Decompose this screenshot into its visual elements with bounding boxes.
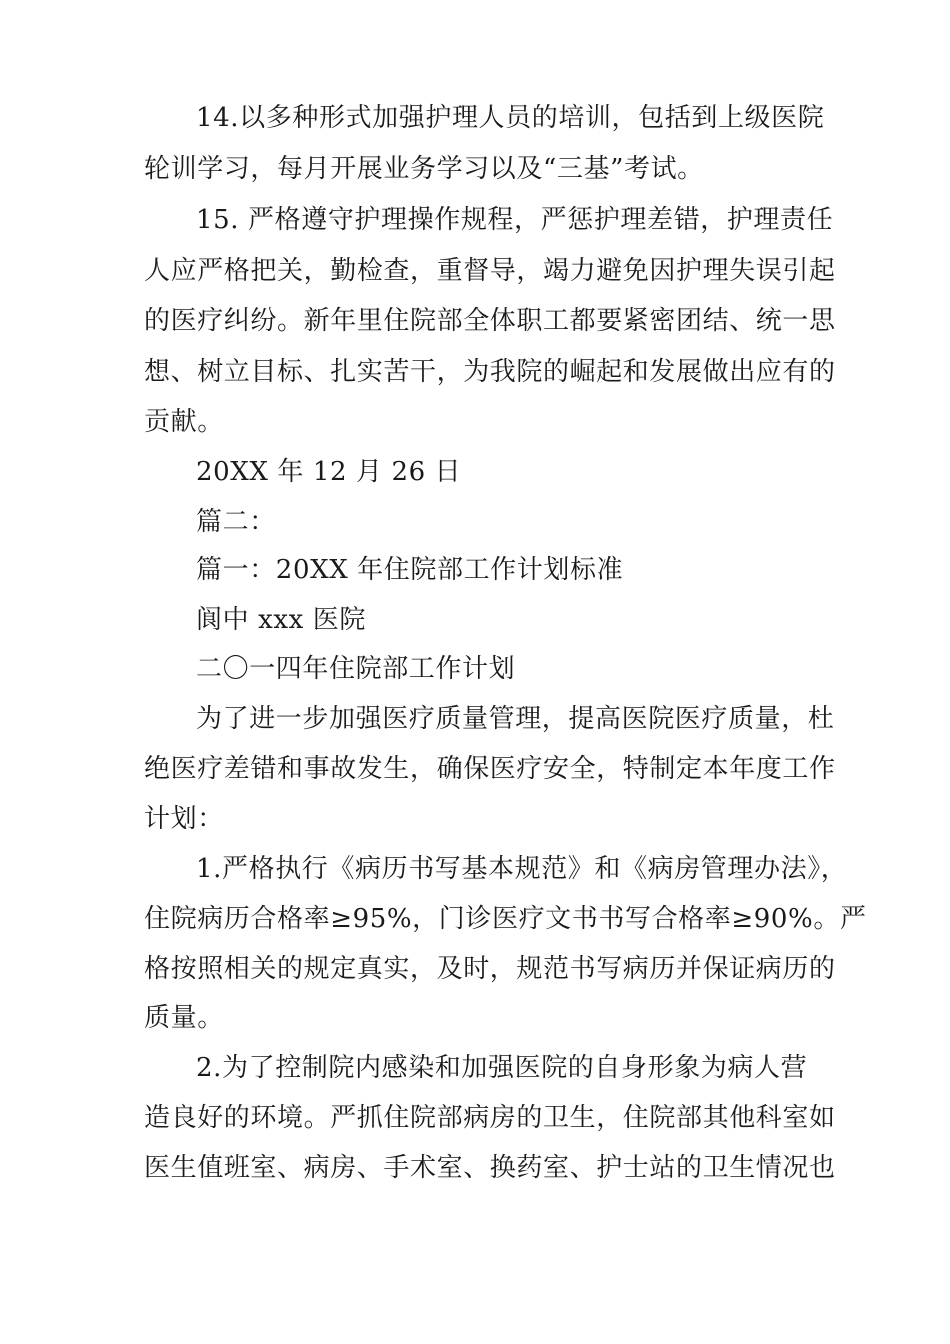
item-1-line-3: 格按照相关的规定真实，及时，规范书写病历并保证病历的: [144, 954, 836, 984]
paragraph-15-line-5: 贡献。: [144, 407, 224, 437]
paragraph-15-line-4: 想、树立目标、扎实苦干，为我院的崛起和发展做出应有的: [144, 357, 836, 387]
paragraph-15-line-2: 人应严格把关，勤检查，重督导，竭力避免因护理失误引起: [144, 256, 836, 286]
paragraph-15-line-3: 的医疗纠纷。新年里住院部全体职工都要紧密团结、统一思: [144, 306, 836, 336]
paragraph-14-line-2: 轮训学习，每月开展业务学习以及“三基”考试。: [144, 154, 704, 184]
paragraph-15-line-1: 15. 严格遵守护理操作规程，严惩护理差错，护理责任: [196, 205, 834, 235]
section-heading-pian-er: 篇二：: [196, 507, 276, 537]
section-heading-pian-yi: 篇一：20XX 年住院部工作计划标准: [196, 555, 624, 585]
item-2-line-1: 2.为了控制院内感染和加强医院的自身形象为病人营: [196, 1053, 808, 1083]
intro-line-3: 计划：: [144, 804, 224, 834]
hospital-name: 阆中 xxx 医院: [196, 605, 366, 635]
intro-line-1: 为了进一步加强医疗质量管理，提高医院医疗质量，杜: [196, 704, 835, 734]
intro-line-2: 绝医疗差错和事故发生，确保医疗安全，特制定本年度工作: [144, 754, 836, 784]
date-line: 20XX 年 12 月 26 日: [196, 457, 462, 487]
item-2-line-2: 造良好的环境。严抓住院部病房的卫生，住院部其他科室如: [144, 1103, 836, 1133]
item-1-line-2: 住院病历合格率≥95%，门诊医疗文书书写合格率≥90%。严: [144, 904, 867, 934]
paragraph-14-line-1: 14.以多种形式加强护理人员的培训，包括到上级医院: [196, 103, 825, 133]
item-1-line-1: 1.严格执行《病历书写基本规范》和《病房管理办法》，: [196, 854, 848, 884]
plan-title: 二〇一四年住院部工作计划: [196, 654, 516, 684]
item-1-line-4: 质量。: [144, 1003, 224, 1033]
item-2-line-3: 医生值班室、病房、手术室、换药室、护士站的卫生情况也: [144, 1153, 836, 1183]
